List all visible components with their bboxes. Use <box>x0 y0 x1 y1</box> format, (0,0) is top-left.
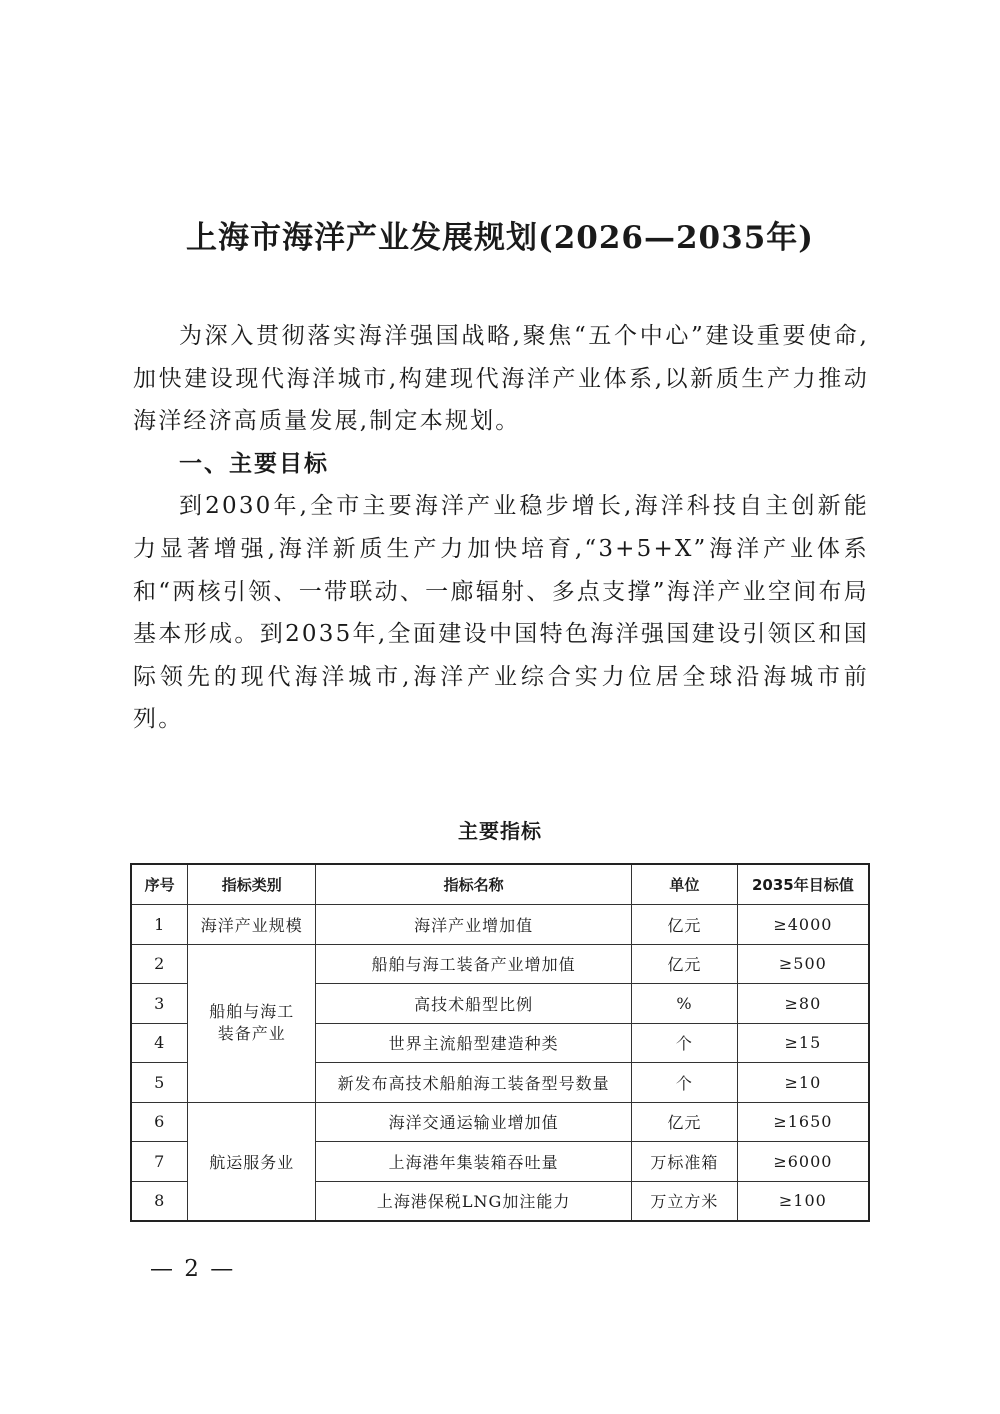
document-body <box>133 315 869 741</box>
table-row <box>131 1102 869 1142</box>
row-target: ≥80 <box>737 984 869 1024</box>
row-no: 5 <box>131 1063 188 1103</box>
row-name: 世界主流船型建造种类 <box>316 1023 632 1063</box>
table-header-row <box>131 864 869 905</box>
row-name: 高技术船型比例 <box>316 984 632 1024</box>
row-no: 4 <box>131 1023 188 1063</box>
row-name: 船舶与海工装备产业增加值 <box>316 944 632 984</box>
table-row <box>131 944 869 984</box>
category-cell: 航运服务业 <box>188 1102 316 1221</box>
row-unit: 亿元 <box>632 1102 738 1142</box>
row-unit: 万标准箱 <box>632 1142 738 1182</box>
row-no: 3 <box>131 984 188 1024</box>
row-target: ≥100 <box>737 1181 869 1221</box>
table-title: 主要指标 <box>458 819 542 843</box>
row-unit: 亿元 <box>632 944 738 984</box>
row-unit: 个 <box>632 1023 738 1063</box>
header-unit: 单位 <box>632 864 738 905</box>
row-no: 1 <box>131 905 188 945</box>
row-no: 2 <box>131 944 188 984</box>
category-cell: 海洋产业规模 <box>188 905 316 945</box>
row-no: 7 <box>131 1142 188 1182</box>
row-target: ≥1650 <box>737 1102 869 1142</box>
row-unit: 万立方米 <box>632 1181 738 1221</box>
row-unit: % <box>632 984 738 1024</box>
row-no: 6 <box>131 1102 188 1142</box>
row-name: 上海港年集装箱吞吐量 <box>316 1142 632 1182</box>
header-name: 指标名称 <box>316 864 632 905</box>
page-number: — 2 — <box>150 1256 236 1282</box>
row-target: ≥6000 <box>737 1142 869 1182</box>
row-target: ≥10 <box>737 1063 869 1103</box>
section-paragraph: 到2030年,全市主要海洋产业稳步增长,海洋科技自主创新能力显著增强,海洋新质生产力加快培育,“3+5+X”海洋产业体系和“两核引领、一带联动、一廊辐射、多点支撑”海洋产业空间布局基本形成。到2035年,全面建设中国特色海洋强国建设引领区和国际领先的现代海洋城市,海洋产业综合实力位居全球沿海城市前列。 <box>133 493 869 733</box>
table-row <box>131 905 869 945</box>
section-heading: 一、主要目标 <box>179 450 329 477</box>
indicators-table <box>130 863 870 1222</box>
header-no: 序号 <box>131 864 188 905</box>
intro-paragraph: 为深入贯彻落实海洋强国战略,聚焦“五个中心”建设重要使命,加快建设现代海洋城市,构建现代海洋产业体系,以新质生产力推动海洋经济高质量发展,制定本规划。 <box>133 323 869 435</box>
row-name: 新发布高技术船舶海工装备型号数量 <box>316 1063 632 1103</box>
row-unit: 个 <box>632 1063 738 1103</box>
page-title: 上海市海洋产业发展规划(2026—2035年) <box>186 220 814 256</box>
row-target: ≥500 <box>737 944 869 984</box>
row-name: 上海港保税LNG加注能力 <box>316 1181 632 1221</box>
row-name: 海洋产业增加值 <box>316 905 632 945</box>
category-label: 船舶与海工装备产业 <box>209 1002 295 1043</box>
header-target: 2035年目标值 <box>737 864 869 905</box>
row-target: ≥4000 <box>737 905 869 945</box>
row-name: 海洋交通运输业增加值 <box>316 1102 632 1142</box>
row-target: ≥15 <box>737 1023 869 1063</box>
row-unit: 亿元 <box>632 905 738 945</box>
category-cell <box>188 944 316 1102</box>
row-no: 8 <box>131 1181 188 1221</box>
header-category: 指标类别 <box>188 864 316 905</box>
